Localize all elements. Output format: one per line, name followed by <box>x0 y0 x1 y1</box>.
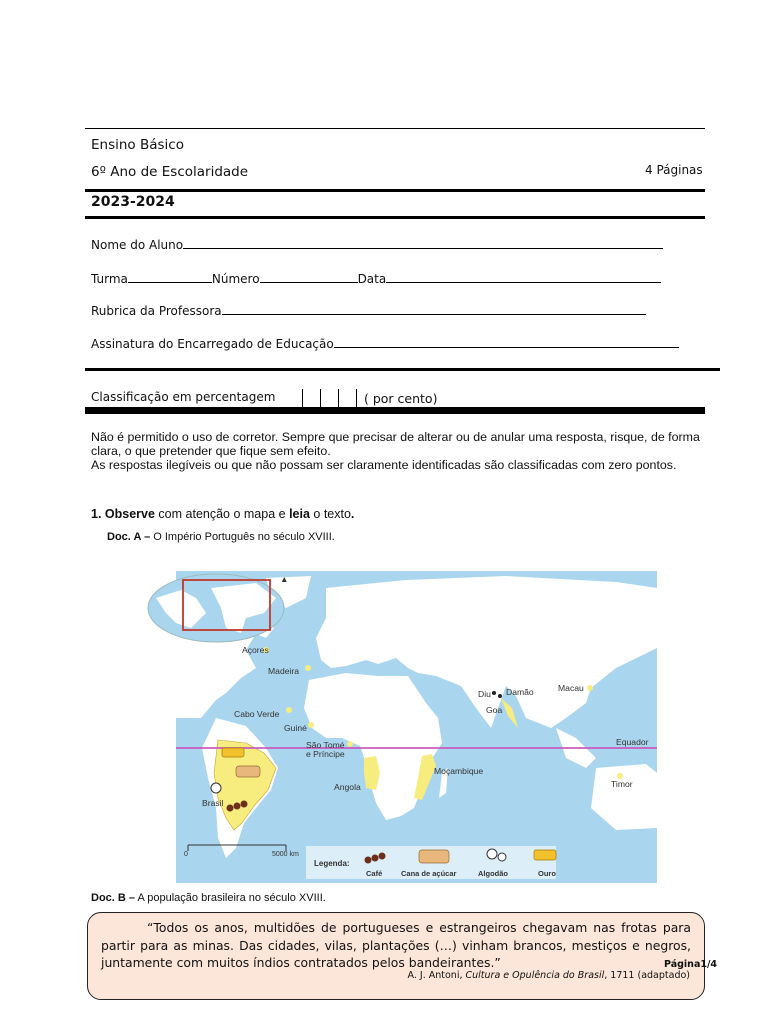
header-mid-rule <box>85 189 705 192</box>
quote-citation <box>408 970 690 981</box>
percent-label: ( por cento) <box>364 391 438 406</box>
student-name-label: Nome do Aluno <box>91 238 184 252</box>
sao-tome-colony <box>347 741 353 747</box>
doc-a-label: Doc. A – <box>107 531 151 543</box>
classification-bottom-rule <box>85 407 705 414</box>
notice-text <box>91 430 709 472</box>
cabo-verde-colony <box>286 707 292 713</box>
guine-colony <box>308 722 314 728</box>
teacher-signature-field[interactable] <box>91 303 646 318</box>
teacher-signature-label: Rubrica da Professora <box>91 304 222 318</box>
doc-b-title: A população brasileira no século XVIII. <box>135 892 326 904</box>
page-number: Página1/4 <box>664 959 718 970</box>
brazil-coffee-icon-3 <box>241 801 248 808</box>
label-timor: Timor <box>611 779 633 789</box>
date-label: Data <box>357 272 387 286</box>
notice-line-2: As respostas ilegíveis ou que não possam ser claramente identificadas são classificadas com zero pontos. <box>91 458 677 472</box>
legend-coffee-label: Café <box>366 869 383 878</box>
guardian-signature-field[interactable] <box>91 336 679 351</box>
percent-digit-box-4 <box>356 389 359 408</box>
label-cabo-verde: Cabo Verde <box>234 709 280 719</box>
legend-title: Legenda: <box>314 859 350 868</box>
legend-cotton-label: Algodão <box>478 869 508 878</box>
empire-map <box>146 568 657 883</box>
diu-marker <box>492 691 496 695</box>
legend-gold-label: Ouro <box>538 869 556 878</box>
label-damao: Damão <box>506 687 534 697</box>
classification-label: Classificação em percentagem <box>91 390 276 404</box>
label-acores: Açores <box>242 645 269 655</box>
scale-start: 0 <box>184 851 188 858</box>
question-text-2: o texto <box>309 507 351 521</box>
legend-coffee-icon-2 <box>372 855 379 862</box>
question-1 <box>91 507 354 521</box>
header-top-rule <box>85 128 705 129</box>
school-level: Ensino Básico <box>91 137 184 153</box>
doc-b-label: Doc. B – <box>91 892 136 904</box>
label-macau: Macau <box>558 683 584 693</box>
legend-cotton-icon <box>487 849 497 859</box>
legend-gold-icon <box>534 850 556 860</box>
label-goa: Goa <box>486 705 503 715</box>
scale-end: 5000 km <box>272 851 299 858</box>
school-year: 2023-2024 <box>91 194 175 210</box>
classification-top-rule <box>85 368 720 371</box>
label-madeira: Madeira <box>268 666 300 676</box>
label-guine: Guiné <box>284 723 307 733</box>
legend-coffee-icon-3 <box>379 853 386 860</box>
percent-digit-box-3[interactable] <box>338 389 356 408</box>
label-brasil: Brasil <box>202 798 224 808</box>
citation-author: A. J. Antoni, <box>407 970 466 981</box>
question-end: . <box>350 507 355 521</box>
question-text-1: com atenção o mapa e <box>154 507 290 521</box>
quote-text: “Todos os anos, multidões de portugueses e estrangeiros chegavam nas frotas para partir para as minas. Das cidades, vilas, plantações (…) vinham brancos, mestiços e negros, juntamente com muitos índios contratados pelos bandeirantes.” <box>101 920 691 970</box>
page-count: 4 Páginas <box>645 163 703 177</box>
grade-label: 6º Ano de Escolaridade <box>91 164 249 180</box>
doc-b-caption <box>91 892 326 904</box>
question-number: 1. <box>91 507 102 521</box>
class-number-date-field[interactable] <box>91 271 661 286</box>
doc-a-title: O Império Português no século XVIII. <box>150 531 335 543</box>
percent-digit-box-1[interactable] <box>302 389 320 408</box>
student-name-field[interactable] <box>91 237 663 252</box>
legend-sugarcane-label: Cana de açúcar <box>401 869 457 878</box>
brazil-coffee-icon-2 <box>234 803 241 810</box>
brazil-cotton-icon <box>211 783 221 793</box>
citation-year: , 1711 (adaptado) <box>604 970 690 981</box>
madeira-colony <box>305 665 311 671</box>
notice-line-1: Não é permitido o uso de corretor. Sempre que precisar de alterar ou de anular uma resposta, risque, de forma clara, o que pretender que fique sem efeito. <box>91 430 700 458</box>
label-angola: Angola <box>334 782 361 792</box>
north-arrow-icon: ▲ <box>280 574 289 584</box>
damao-marker <box>498 694 502 698</box>
brazil-gold-icon <box>222 748 244 757</box>
question-verb-read: leia <box>289 507 310 521</box>
header-bottom-rule <box>85 216 705 219</box>
legend-coffee-icon <box>365 857 372 864</box>
label-sao-tome: São Tomé <box>306 740 345 750</box>
brazil-coffee-icon <box>227 805 234 812</box>
label-equator: Equador <box>616 737 649 747</box>
label-principe: e Príncipe <box>306 749 345 759</box>
guardian-signature-label: Assinatura do Encarregado de Educação <box>91 337 334 351</box>
citation-work: Cultura e Opulência do Brasil <box>465 970 605 981</box>
label-diu: Diu <box>478 689 491 699</box>
brazil-sugarcane-icon <box>236 766 260 777</box>
doc-a-caption <box>107 531 335 543</box>
macau-colony <box>587 685 593 691</box>
question-verb-observe: Observe <box>104 507 155 521</box>
turma-label: Turma <box>91 272 128 286</box>
legend-cotton-icon-2 <box>498 853 506 861</box>
percent-digit-box-2[interactable] <box>320 389 338 408</box>
numero-label: Número <box>211 272 260 286</box>
label-mocambique: Moçambique <box>434 766 484 776</box>
legend-sugarcane-icon <box>419 850 449 863</box>
